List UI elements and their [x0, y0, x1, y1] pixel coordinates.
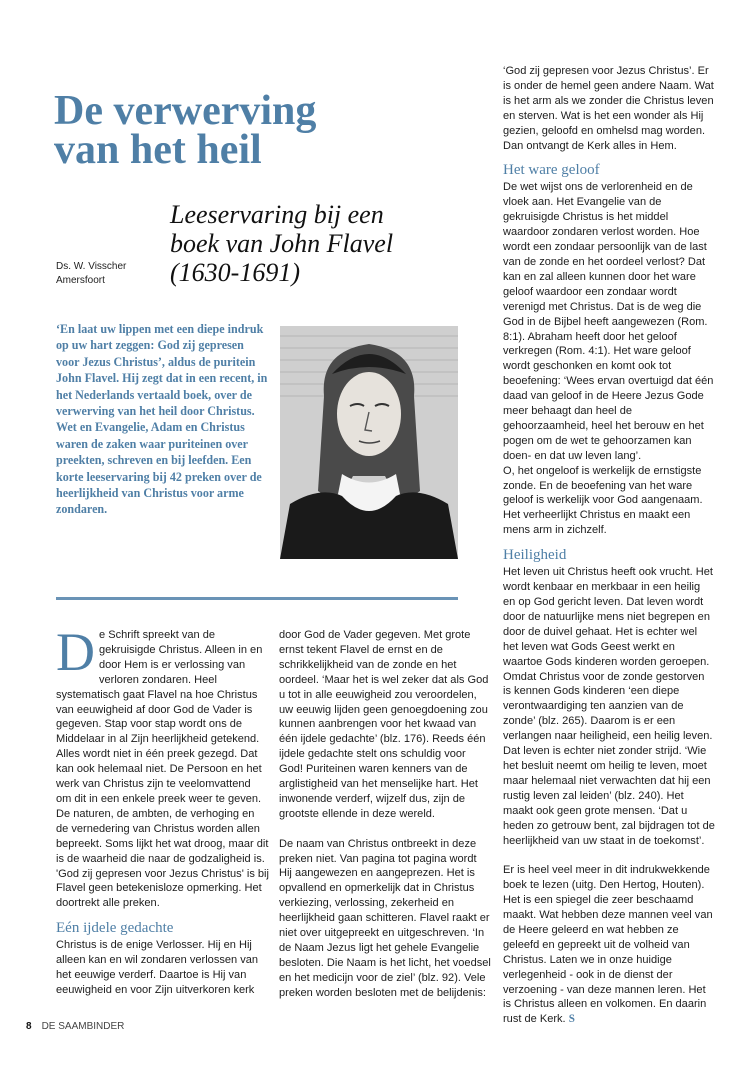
- page-footer: [26, 1021, 124, 1032]
- heading-heiligheid: Heiligheid: [503, 547, 567, 564]
- paragraph: De naam van Christus ontbreekt in deze preken niet. Van pagina tot pagina wordt Hij aangewezen en aangeprezen. Het is opvallend en opmerkelijk dat in Christus verkiezing, verlossing, zekerheid en heerlijkheid gaan schitteren. Flavel raakt er niet over uitgepreekt en uitgeschreven. ‘In de Naam Jezus ligt het gehele Evangelie besloten. Die Naam is het licht, het voedsel en het medicijn voor de ziel’ (blz. 92). Vele preken worden besloten met de belijdenis:: [279, 837, 491, 999]
- subtitle-line-2: boek van John Flavel: [170, 229, 394, 258]
- author-place: Amersfoort: [56, 275, 105, 286]
- title-line-2: van het heil: [54, 127, 262, 173]
- paragraph: Het leven uit Christus heeft ook vrucht. Het wordt kenbaar en merkbaar in een heilig en op God gericht leven. Dat leven wordt door de natuurlijke mens niet begrepen en door de duivel gehaat. Het is echter wel het leven wat Gods Geest werkt en waartoe Gods kinderen worden geroepen. Omdat Christus voor de zonde gestorven is kennen Gods kinderen ‘een diepe verontwaardiging ten aanzien van de zonde’ (blz. 265). Daarom is er een verlangen naar heiligheid, een heilig leven. Dat leven is echter niet zonder strijd. ‘Wie het besluit neemt om heilig te leven, moet maar helemaal niet verwachten dat hij een rustig leven zal leiden’ (blz. 240). Het maakt ook geen grote mensen. ‘Dat u heden zo getrouw bent, zal bijdragen tot de heerlijkheid van uw staat in de toekomst’.: [503, 566, 715, 847]
- author-name: Ds. W. Visscher: [56, 261, 127, 272]
- portrait-image: [280, 326, 458, 559]
- closing-paragraph: [503, 863, 715, 1027]
- paragraph: ‘God zij gepresen voor Jezus Christus’. Er is onder de hemel geen andere Naam. Wat is het arm als we zonder die Christus leven en sterven. Wat is het een wonder als Hij gezien, geloofd en omhelsd mag worden. Dan ontvangt de Kerk alles in Hem.: [503, 65, 714, 152]
- article-title: [54, 88, 474, 173]
- end-mark: S: [568, 1013, 575, 1026]
- closing-text: Er is heel veel meer in dit indrukwekkende boek te lezen (uitg. Den Hertog, Houten). Het is een spiegel die zeer beschaamd maakt. Wat hebben deze mannen veel van de Heere geleerd en wat hebben ze geleefd en gepreekt uit de volheid van Christus. Laten we in onze huidige verlegenheid - ook in de dienst der verzoening - van deze mannen leren. Het is Christus alleen en volkomen. En daarin rust de Kerk.: [503, 864, 713, 1026]
- subtitle-line-1: Leeservaring bij een: [170, 200, 384, 229]
- intro-paragraph: ‘En laat uw lippen met een diepe indruk op uw hart zeggen: God zij gepresen voor Jezus Christus’, aldus de puritein John Flavel. Hij zegt dat in een recent, in het Nederlands vertaald boek, over de verwerving van het heil door Christus. Wet en Evangelie, Adam en Christus waren de zaken waar puriteinen over preekten, schreven en bij leefden. Een korte leeservaring bij 42 preken over de heerlijkheid van Christus voor arme zondaren.: [56, 322, 268, 517]
- title-line-1: De verwerving: [54, 88, 317, 134]
- section-divider: [56, 597, 458, 600]
- paragraph: De wet wijst ons de verlorenheid en de vloek aan. Het Evangelie van de gekruisigde Christus is het middel waardoor zondaren verlost worden. Hoe wordt een zondaar persoonlijk van de last van de zonde en het oordeel verlost? Dat kan en zal alleen kunnen door het ware geloof waardoor een zondaar wordt verenigd met Christus. Dat is de weg die God in de Bijbel heeft aangewezen (Rom. 8:1). Abraham heeft door het geloof verkregen (Rom. 4:1). Het ware geloof wordt geschonken en komt ook tot beoefening: ‘Wees ervan overtuigd dat één daad van geloof in de Heere Jezus Gode meer behaagt dan heel de gehoorzaamheid, heel het berouw en het pogen om de wet te gehoorzamen kan doen- en dat uw leven lang’.: [503, 181, 714, 462]
- subtitle-line-3: (1630-1691): [170, 258, 300, 287]
- column-2: [279, 628, 491, 1001]
- article-subtitle: [170, 200, 470, 287]
- portrait-engraving: [280, 326, 458, 559]
- page-number: 8: [26, 1021, 32, 1032]
- paragraph: Christus is de enige Verlosser. Hij en Hij alleen kan en wil zondaren verlossen van het eeuwige verderf. Daartoe is Hij van eeuwigheid en voor Zijn uitverkoren kerk: [56, 939, 259, 996]
- column-3: [503, 64, 715, 1027]
- drop-cap: D: [56, 622, 95, 682]
- paragraph: O, het ongeloof is werkelijk de ernstigste zonde. En de beoefening van het ware geloof is werkelijk voor God aangenaam. Het verheerlijkt Christus en maakt een mens arm in zichzelf.: [503, 464, 703, 537]
- paragraph: door God de Vader gegeven. Met grote ernst tekent Flavel de ernst en de schrikkelijkheid van de zonde en het oordeel. ‘Maar het is wel zeker dat als God u tot in alle eeuwigheid zou veroordelen, uw eeuwig lijden geen genoegdoening zou kunnen aanbrengen voor het kwaad van één ijdele gedachte’ (blz. 176). Reeds één ijdele gedachte stelt ons schuldig voor God! Puriteinen waren kenners van de arglistigheid van het menselijke hart. Het inwonende verderf, wijzelf dus, zijn de grootste ellende in deze wereld.: [279, 629, 489, 820]
- author-byline: [56, 260, 126, 288]
- heading-het-ware-geloof: Het ware geloof: [503, 162, 600, 179]
- column-1: [56, 622, 269, 998]
- opening-paragraph: [56, 622, 269, 911]
- heading-een-ijdele-gedachte: Eén ijdele gedachte: [56, 920, 174, 937]
- opening-text: e Schrift spreekt van de gekruisigde Christus. Alleen in en door Hem is er verlossing van verloren zondaren. Heel systematisch gaat Flavel na hoe Christus van eeuwigheid af door God de Vader is gegeven. Stap voor stap wordt ons de Middelaar in al Zijn heerlijkheid getekend. Alles wordt niet in één preek gezegd. Dat kan ook helemaal niet. De Persoon en het werk van Christus zijn te veelomvattend om dit in een enkele preek weer te geven. De naturen, de ambten, de verhoging en de vernedering van Christus worden allen bepreekt. Soms lijkt het wat droog, maar dit is de waarheid die naar de godzaligheid is. 'God zij gepresen voor Jezus Christus' is bij Flavel geen betekenisloze opmerking. Het doortrekt alle preken.: [56, 629, 269, 910]
- magazine-name: DE SAAMBINDER: [41, 1021, 125, 1032]
